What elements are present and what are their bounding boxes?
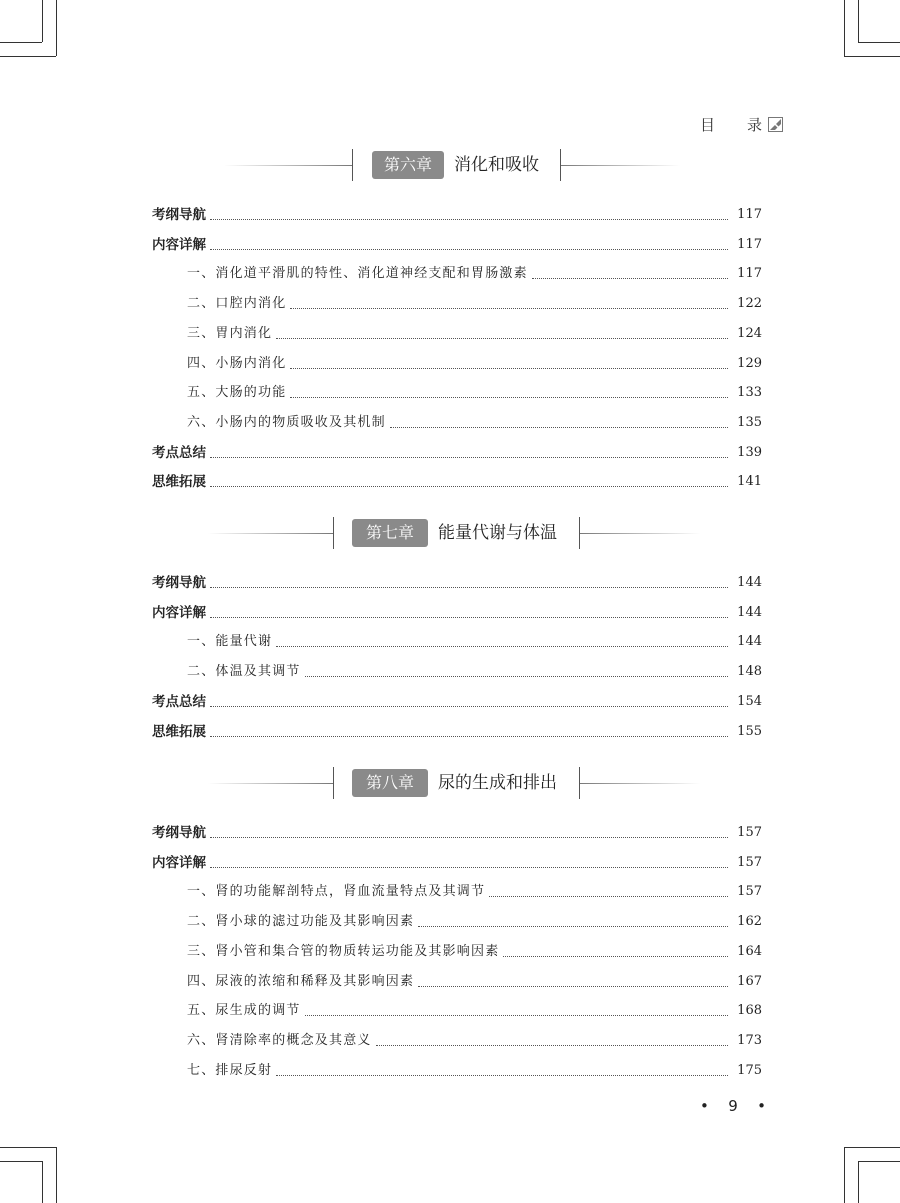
arrow-corner-icon xyxy=(768,117,783,132)
toc-subsection-entry[interactable] xyxy=(187,1058,762,1080)
toc-subsection-entry[interactable] xyxy=(187,629,762,651)
toc-subsection-entry[interactable] xyxy=(187,939,762,961)
toc-entry-label: 一、能量代谢 xyxy=(187,634,273,650)
toc-entry-page: 129 xyxy=(737,355,762,371)
crop-mark-top-right-h xyxy=(858,42,900,43)
toc-entry-label: 一、消化道平滑肌的特性、消化道神经支配和胃肠激素 xyxy=(187,266,528,282)
chapter-title: 能量代谢与体温 xyxy=(438,523,557,543)
toc-entry-label: 六、小肠内的物质吸收及其机制 xyxy=(187,414,386,430)
toc-section-entry[interactable] xyxy=(152,232,762,254)
toc-entry-label: 三、肾小管和集合管的物质转运功能及其影响因素 xyxy=(187,943,500,959)
toc-entry-page: 144 xyxy=(737,575,762,590)
crop-mark-top-left-h xyxy=(0,42,42,43)
toc-leader-dots xyxy=(210,486,728,487)
toc-section-entry[interactable] xyxy=(152,570,762,592)
toc-entry-label: 二、体温及其调节 xyxy=(187,664,301,680)
toc-entry-label: 思维拓展 xyxy=(152,474,206,491)
toc-leader-dots xyxy=(210,867,728,868)
toc-entry-page: 157 xyxy=(737,884,762,900)
crop-mark-bottom-left-h xyxy=(0,1147,56,1148)
toc-leader-dots xyxy=(290,368,728,369)
chapter-header xyxy=(0,766,900,802)
toc-entry-label: 内容详解 xyxy=(152,854,206,871)
crop-mark-top-left-v2 xyxy=(56,0,57,56)
toc-section-entry[interactable] xyxy=(152,719,762,741)
toc-entry-page: 157 xyxy=(737,854,762,870)
toc-leader-dots xyxy=(290,308,728,309)
chapter-label: 第六章 xyxy=(372,151,444,179)
toc-leader-dots xyxy=(276,338,728,339)
toc-entry-page: 148 xyxy=(737,664,762,680)
toc-entry-page: 117 xyxy=(737,207,762,222)
toc-entry-page: 173 xyxy=(737,1032,762,1048)
toc-leader-dots xyxy=(210,219,728,220)
crop-mark-bottom-left-v xyxy=(42,1161,43,1203)
toc-entry-label: 五、尿生成的调节 xyxy=(187,1003,301,1019)
toc-entry-label: 内容详解 xyxy=(152,236,206,253)
crop-mark-bottom-left-v2 xyxy=(56,1147,57,1203)
header-char-mu: 目 xyxy=(700,116,716,134)
toc-leader-dots xyxy=(210,249,728,250)
chapter-rule-right xyxy=(579,783,700,784)
toc-subsection-entry[interactable] xyxy=(187,380,762,402)
chapter-header xyxy=(0,516,900,552)
toc-subsection-entry[interactable] xyxy=(187,351,762,373)
toc-entry-page: 168 xyxy=(737,1003,762,1019)
crop-mark-top-right-v xyxy=(858,0,859,42)
chapter-tick-left xyxy=(333,767,334,799)
chapter-header xyxy=(0,148,900,184)
toc-section-entry[interactable] xyxy=(152,689,762,711)
chapter-tick-right xyxy=(579,517,580,549)
page-number: 9 xyxy=(728,1097,738,1115)
toc-subsection-entry[interactable] xyxy=(187,1028,762,1050)
toc-subsection-entry[interactable] xyxy=(187,410,762,432)
toc-subsection-entry[interactable] xyxy=(187,969,762,991)
toc-entry-label: 考纲导航 xyxy=(152,825,206,841)
toc-entry-label: 一、肾的功能解剖特点，肾血流量特点及其调节 xyxy=(187,884,486,900)
chapter-rule-left xyxy=(208,533,333,534)
crop-mark-bottom-left-h2 xyxy=(0,1161,42,1162)
toc-subsection-entry[interactable] xyxy=(187,879,762,901)
toc-leader-dots xyxy=(305,676,728,677)
toc-section-entry[interactable] xyxy=(152,202,762,224)
toc-entry-page: 144 xyxy=(737,604,762,620)
toc-leader-dots xyxy=(210,617,728,618)
crop-mark-top-right-v2 xyxy=(844,0,845,56)
toc-leader-dots xyxy=(390,427,728,428)
toc-entry-page: 157 xyxy=(737,825,762,840)
chapter-rule-left xyxy=(224,165,352,166)
toc-leader-dots xyxy=(210,706,728,707)
toc-entry-label: 四、尿液的浓缩和稀释及其影响因素 xyxy=(187,973,415,989)
toc-entry-page: 154 xyxy=(737,693,762,709)
toc-subsection-entry[interactable] xyxy=(187,659,762,681)
chapter-tick-left xyxy=(333,517,334,549)
toc-entry-label: 二、肾小球的滤过功能及其影响因素 xyxy=(187,914,415,930)
toc-section-entry[interactable] xyxy=(152,440,762,462)
toc-entry-label: 三、胃内消化 xyxy=(187,325,273,341)
toc-entry-label: 六、肾清除率的概念及其意义 xyxy=(187,1032,372,1048)
toc-entry-label: 内容详解 xyxy=(152,604,206,621)
header-char-lu: 录 xyxy=(747,116,763,134)
toc-leader-dots xyxy=(489,896,728,897)
toc-leader-dots xyxy=(210,837,728,838)
chapter-rule-right xyxy=(560,165,680,166)
toc-leader-dots xyxy=(376,1045,728,1046)
toc-entry-page: 117 xyxy=(737,266,762,282)
toc-leader-dots xyxy=(210,587,728,588)
toc-leader-dots xyxy=(210,736,728,737)
crop-mark-top-left-h2 xyxy=(0,56,56,57)
toc-leader-dots xyxy=(210,457,728,458)
crop-mark-top-left-v xyxy=(42,0,43,42)
toc-entry-page: 141 xyxy=(737,474,762,490)
crop-mark-bottom-right-h xyxy=(844,1147,900,1148)
toc-entry-page: 155 xyxy=(737,723,762,739)
toc-section-entry[interactable] xyxy=(152,850,762,872)
page-number-footer xyxy=(700,1097,766,1115)
toc-subsection-entry[interactable] xyxy=(187,998,762,1020)
toc-leader-dots xyxy=(418,926,728,927)
toc-section-entry[interactable] xyxy=(152,600,762,622)
toc-subsection-entry[interactable] xyxy=(187,321,762,343)
chapter-title: 消化和吸收 xyxy=(454,155,539,175)
toc-entry-page: 167 xyxy=(737,973,762,989)
toc-entry-label: 思维拓展 xyxy=(152,723,206,740)
toc-entry-page: 124 xyxy=(737,325,762,341)
chapter-label: 第七章 xyxy=(352,519,428,547)
toc-leader-dots xyxy=(290,397,728,398)
toc-subsection-entry[interactable] xyxy=(187,291,762,313)
toc-leader-dots xyxy=(503,956,728,957)
toc-entry-page: 122 xyxy=(737,296,762,312)
crop-mark-top-right-h2 xyxy=(844,56,900,57)
toc-entry-label: 考纲导航 xyxy=(152,207,206,223)
chapter-tick-right xyxy=(560,149,561,181)
toc-entry-page: 175 xyxy=(737,1062,762,1078)
toc-entry-page: 135 xyxy=(737,414,762,430)
chapter-rule-left xyxy=(208,783,333,784)
toc-entry-label: 考点总结 xyxy=(152,693,206,710)
crop-mark-bottom-right-v2 xyxy=(844,1147,845,1203)
toc-entry-page: 162 xyxy=(737,914,762,930)
toc-entry-label: 七、排尿反射 xyxy=(187,1062,273,1078)
toc-leader-dots xyxy=(418,986,728,987)
toc-entry-label: 考点总结 xyxy=(152,444,206,461)
toc-leader-dots xyxy=(532,278,728,279)
toc-entry-page: 164 xyxy=(737,943,762,959)
chapter-tick-left xyxy=(352,149,353,181)
toc-section-entry[interactable] xyxy=(152,469,762,491)
toc-subsection-entry[interactable] xyxy=(187,909,762,931)
toc-entry-page: 133 xyxy=(737,385,762,401)
toc-entry-page: 139 xyxy=(737,444,762,460)
toc-subsection-entry[interactable] xyxy=(187,261,762,283)
toc-leader-dots xyxy=(276,646,728,647)
chapter-title: 尿的生成和排出 xyxy=(438,773,557,793)
toc-leader-dots xyxy=(276,1075,728,1076)
toc-section-entry[interactable] xyxy=(152,820,762,842)
footer-bullet-right: • xyxy=(757,1097,766,1115)
toc-entry-page: 117 xyxy=(737,236,762,252)
chapter-rule-right xyxy=(579,533,700,534)
toc-entry-label: 五、大肠的功能 xyxy=(187,385,287,401)
toc-entry-label: 考纲导航 xyxy=(152,575,206,591)
footer-bullet-left: • xyxy=(700,1097,709,1115)
toc-entry-page: 144 xyxy=(737,634,762,650)
toc-leader-dots xyxy=(305,1015,728,1016)
crop-mark-bottom-right-v xyxy=(858,1161,859,1203)
toc-entry-label: 四、小肠内消化 xyxy=(187,355,287,371)
toc-entry-label: 二、口腔内消化 xyxy=(187,296,287,312)
running-header xyxy=(700,114,783,135)
chapter-tick-right xyxy=(579,767,580,799)
crop-mark-bottom-right-h2 xyxy=(858,1161,900,1162)
chapter-label: 第八章 xyxy=(352,769,428,797)
